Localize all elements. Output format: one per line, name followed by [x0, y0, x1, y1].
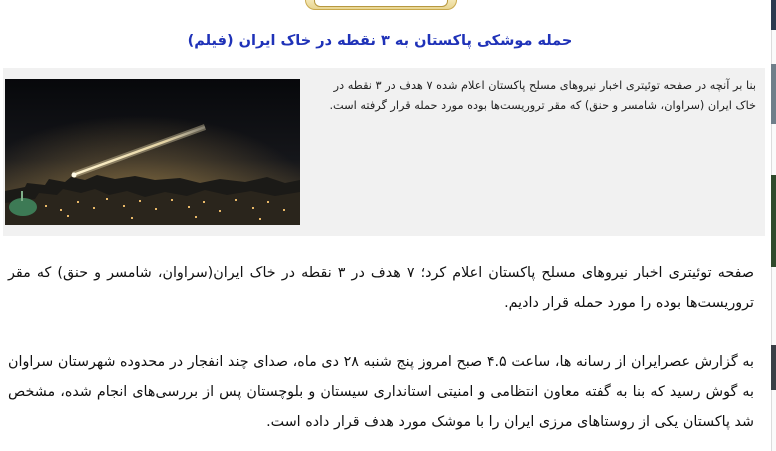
article-paragraph: به گزارش عصرایران از رسانه ها، ساعت ۴.۵ صبح امروز پنج شنبه ۲۸ دی ماه، صدای چند انفجار در محدوده شهرستان سراوان به گوش رسید که بنا به گفته معاون انتظامی و امنیتی استانداری سیستان و بلوچستان پس از بررسی‌های انجام شده، مشخص شد پاکستان یکی از روستاهای مرزی ایران را با موشک مورد هدف قرار داده است. — [8, 354, 754, 430]
article-photo[interactable] — [5, 79, 300, 225]
sidebar-thumbnail[interactable] — [771, 0, 776, 30]
article-summary: بنا بر آنچه در صفحه توئیتری اخبار نیروهای مسلح پاکستان اعلام شده ۷ هدف در ۳ نقطه در خاک ایران (سراوان، شامسر و حنق) که مقر تروریست‌ها بوده مورد حمله قرار گرفته است. — [329, 79, 756, 112]
sidebar-thumbnail[interactable] — [771, 175, 776, 267]
sidebar-thumbnail[interactable] — [771, 345, 776, 390]
night-city-missile-photo — [5, 79, 300, 225]
article-title[interactable]: حمله موشکی پاکستان به ۳ نقطه در خاک ایران (فیلم) — [187, 33, 573, 49]
site-header-ornament — [305, 0, 457, 10]
header-ornament-frame — [314, 0, 448, 7]
article-paragraph: صفحه توئیتری اخبار نیروهای مسلح پاکستان اعلام کرد؛ ۷ هدف در ۳ نقطه در خاک ایران(سراوان، شامسر و حنق) که مقر تروریست‌ها بوده را مورد حمله قرار دادیم. — [8, 265, 754, 311]
sidebar-thumbnail[interactable] — [771, 64, 776, 124]
